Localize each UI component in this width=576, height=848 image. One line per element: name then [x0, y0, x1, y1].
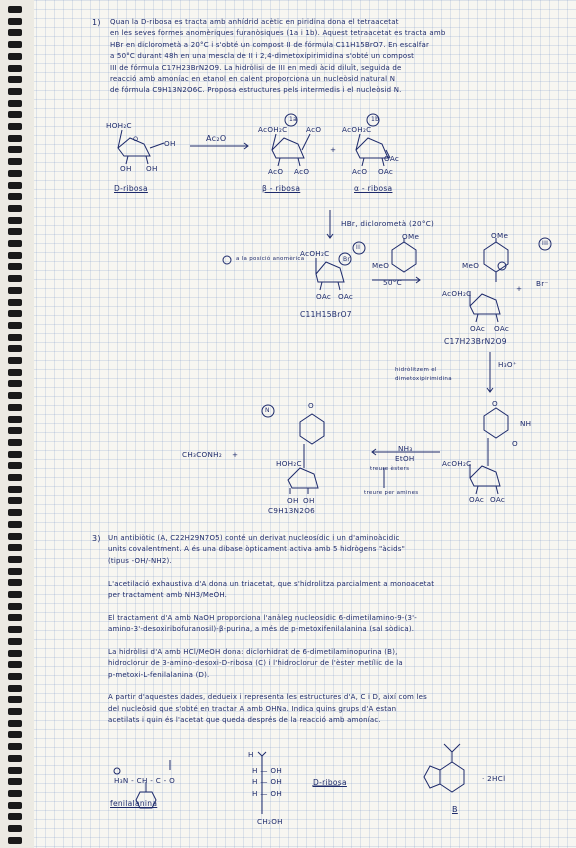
alpha-oac-anomeric: OAc	[384, 154, 400, 163]
tag-1b-circle	[367, 114, 379, 126]
purine-B	[424, 744, 464, 792]
label-B: B	[452, 805, 458, 814]
label-d-ribosa: D-ribosa	[114, 184, 148, 193]
u-oac-1: OAc	[469, 495, 485, 504]
tag-N-circle	[262, 405, 274, 417]
iii-oac-1: OAc	[470, 324, 486, 333]
reagent-ac2o: Ac₂O	[206, 134, 227, 143]
beta-ring	[272, 134, 310, 166]
note-marker	[223, 256, 231, 264]
dribose-fischer	[258, 752, 266, 814]
temp-50: 50°C	[383, 278, 402, 287]
u-nh: NH	[520, 419, 532, 428]
u-o-top: O	[492, 399, 498, 408]
n-oh-1: OH	[287, 496, 299, 505]
text-line: El tractament d'A amb NaOH proporciona l'anàleg nucleosídic 6-dimetilamino-9-(3'-	[108, 613, 418, 622]
text-line: Un antibiòtic (A, C22H29N7O5) conté un derivat nucleosídic i un d'aminoàcidic	[108, 534, 400, 542]
note-remove-esters: treure èsters	[370, 466, 410, 472]
tag-II: II	[356, 244, 361, 251]
alpha-oac-1: AcO	[352, 167, 368, 176]
text-line: de fórmula C9H13N2O6C. Proposa estructures pels intermedis i el nucleòsid N.	[110, 86, 402, 95]
text-line: p-metoxi-L-fenilalanina (D).	[108, 670, 210, 679]
text-line: reacció amb amoníac en etanol en calent proporciona un nucleòsid natural N	[110, 74, 396, 83]
iii-base	[484, 238, 508, 282]
tag-III: III	[542, 240, 549, 247]
note-amines: treure per amines	[364, 490, 419, 496]
dribose-h: H	[248, 750, 254, 759]
alpha-ch2oac: AcOH₂C	[342, 125, 372, 134]
alpha-ring	[356, 134, 390, 166]
iii-meo: MeO	[462, 261, 480, 270]
text-line: del nucleòsid que s'obté en tractar A amb OHNa. Indica quins grups d'A estan	[108, 704, 397, 713]
beta-ch2oac: AcOH₂C	[258, 125, 288, 134]
h3o-plus: H₃O⁺	[498, 360, 517, 369]
label-fenilalanina: fenilalanina	[110, 799, 158, 808]
dribose-row-3: H — OH	[252, 789, 283, 798]
dmp-ring	[392, 238, 416, 272]
u-base	[484, 408, 508, 438]
iii-ome: OMe	[491, 231, 509, 240]
text-line: Quan la D-ribosa es tracta amb anhídrid acètic en piridina dona el tetraacetat	[110, 18, 399, 26]
u-o-bottom: O	[512, 439, 518, 448]
dmp-ome: OMe	[402, 232, 420, 241]
ribose-anomeric-oh: OH	[164, 139, 176, 148]
text-line: acetilats i quin és l'acetat que queda després de la reacció amb amoníac.	[108, 716, 381, 725]
formula-N: C9H13N2O6	[268, 506, 316, 515]
ii-oac-2: OAc	[338, 292, 354, 301]
br-minus: Br⁻	[536, 279, 549, 288]
iii-ch2oac: AcOH₂C	[442, 289, 472, 298]
ii-ch2oac: AcOH₂C	[300, 249, 330, 258]
tag-III-circle	[539, 238, 551, 250]
n-ch2oh: HOH₂C	[276, 459, 302, 468]
n-o-top: O	[308, 401, 314, 410]
text-line: per tractament amb NH3/MeOH.	[108, 590, 228, 599]
ribose-ring	[118, 130, 164, 164]
reagent-etoh: EtOH	[395, 454, 415, 463]
tag-1a: 1a	[289, 116, 298, 123]
dribose-row-2: H — OH	[252, 777, 283, 786]
problem-3-number: 3)	[92, 534, 101, 543]
text-line: A partir d'aquestes dades, dedueix i representa les estructures d'A, C i D, així com les	[108, 693, 428, 702]
amide-byproduct: CH₃CONH₂	[182, 450, 223, 459]
text-line: La hidròlisi d'A amb HCl/MeOH dona: diclorhidrat de 6-dimetilaminopurina (B),	[108, 647, 398, 656]
alpha-oac-2: OAc	[378, 167, 394, 176]
formula-III: C17H23BrN2O9	[444, 337, 507, 346]
iii-sugar	[470, 292, 500, 322]
text-line: III de fórmula C17H23BrN2O9. La hidròlisi de III en medi àcid diluït, seguida de	[110, 63, 402, 72]
text-line: (tipus -OH/-NH2).	[108, 556, 172, 565]
beta-oac-2: AcO	[294, 167, 310, 176]
beta-oac-1: AcO	[268, 167, 284, 176]
label-alpha-ribosa: α - ribosa	[354, 184, 393, 193]
tag-II-circle	[353, 242, 365, 254]
text-line: a 50°C durant 48h en una mescla de II i 2,4-dimetoxipirimidina s'obté un compost	[110, 52, 415, 61]
dribose-row-1: H — OH	[252, 766, 283, 775]
phe-formula: H₃N - CH - C - O	[114, 776, 176, 785]
u-oac-2: OAc	[490, 495, 506, 504]
beta-oac-anomeric: AcO	[306, 125, 322, 134]
hbr-condition: HBr, diclorometà (20°C)	[341, 219, 435, 228]
ii-oac-1: OAc	[316, 292, 332, 301]
hcl-2: · 2HCl	[482, 774, 506, 783]
u-ch2oac: AcOH₂C	[442, 459, 472, 468]
plus-3: +	[232, 450, 239, 459]
ribose-oh-right: OH	[146, 164, 158, 173]
tag-1a-circle	[285, 114, 297, 126]
n-oh-2: OH	[303, 496, 315, 505]
reagent-nh3: NH₃	[398, 444, 413, 453]
note-hydrolysis: hidròlitzem el dimetoxipirimidina	[395, 367, 452, 382]
dribose-ch2oh: CH₂OH	[257, 817, 283, 826]
text-line: hidroclorur de 3-amino-desoxi-D-ribosa (C) i l'hidroclorur de l'èster metílic de la	[108, 659, 403, 668]
formula-II: C11H15BrO7	[300, 310, 352, 319]
u-sugar	[470, 438, 500, 494]
n-base	[300, 414, 324, 468]
text-line: units covalentment. A és una dibase òpticament activa amb 5 hidrògens "àcids"	[108, 545, 405, 554]
dmp-meo: MeO	[372, 261, 390, 270]
text-line: amino-3'-desoxiribofuranosil)-β-purina, a més de p-metoxifenilalanina (sal sòdica).	[108, 625, 415, 634]
ribose-ring-o: O	[133, 135, 139, 143]
text-line: HBr en diclorometà a 20°C i s'obté un compost II de fórmula C11H15BrO7. En escalfar	[110, 40, 430, 49]
problem-1-number: 1)	[92, 18, 101, 27]
text-line: L'acetilació exhaustiva d'A dona un triacetat, que s'hidrolitza parcialment a monoacetat	[108, 579, 435, 588]
tag-1b: 1b	[371, 116, 380, 123]
label-beta-ribosa: β - ribosa	[262, 184, 301, 193]
phe-charge	[114, 768, 120, 774]
ii-br-circle	[339, 253, 351, 265]
label-dribosa-2: D-ribosa	[313, 778, 347, 787]
ribose-ch2oh: HOH₂C	[106, 121, 132, 130]
n-sugar	[288, 468, 318, 494]
plus-1: +	[330, 145, 337, 154]
ii-br: Br	[343, 256, 351, 263]
phe-ring	[136, 760, 170, 808]
iii-oac-2: OAc	[494, 324, 510, 333]
text-line: en les seves formes anomèriques furanòsiques (1a i 1b). Aquest tetraacetat es tracta amb	[110, 29, 446, 38]
note-position: a la posició anomèrica	[236, 256, 305, 262]
ribose-oh-left: OH	[120, 164, 132, 173]
tag-N: N	[265, 407, 270, 414]
plus-2: +	[516, 284, 523, 293]
